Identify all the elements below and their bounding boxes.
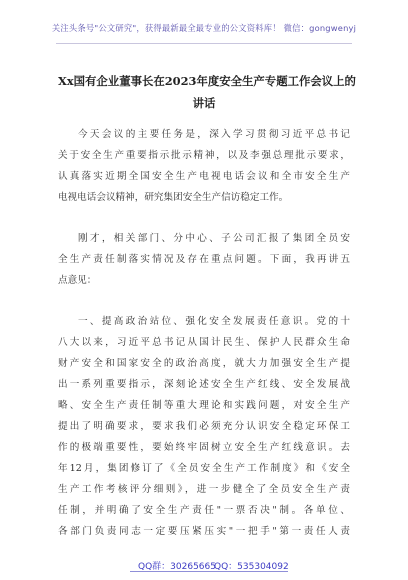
paragraph-1-line-1: 今天会议的主要任务是，深入学习贯彻习近平总书记 (78, 129, 350, 140)
paragraph-3-line-4: 出一系列重要指示，深刻论述安全生产红线、安全发展战 (58, 379, 350, 390)
paragraph-3-line-8: 年12月，集团修订了《全员安全生产工作制度》和《安全 (58, 463, 350, 474)
paragraph-1-line-2: 关于安全生产重要指示批示精神，以及李强总理批示要求， (58, 150, 350, 161)
document-title (58, 70, 356, 114)
paragraph-3-line-6: 提出了明确要求，要求我们必须充分认识安全稳定环保工 (58, 421, 350, 432)
paragraph-3-line-11: 各部门负责同志一定要压紧压实"一把手"第一责任人责 (58, 526, 350, 537)
paragraph-3-line-1: 一、提高政治站位、强化安全发展责任意识。党的十 (78, 316, 350, 327)
header-divider (56, 43, 352, 44)
footer-qq-number: QQ：535304092 (214, 562, 289, 572)
title-line-2: 讲话 (192, 96, 216, 110)
paragraph-2-line-2: 全生产责任制落实情况及存在重点问题。下面，我再讲五 (58, 254, 350, 265)
paragraph-3-line-2: 八大以来，习近平总书记从国计民生、保护人民群众生命 (58, 337, 350, 348)
header-banner: 关注头条号"公文研究"，获得最新最全最专业的公文资料库！ 微信：gongwenyj (51, 23, 357, 33)
paragraph-3-line-10: 任制，并明确了安全生产责任"一票否决"制。各单位、 (58, 505, 350, 516)
paragraph-2-line-1: 刚才，相关部门、分中心、子公司汇报了集团全员安 (78, 233, 350, 244)
paragraph-3-line-3: 财产安全和国家安全的政治高度，就大力加强安全生产提 (58, 358, 350, 369)
footer-underline (130, 571, 288, 572)
footer-qq-group: QQ群：30265665 (138, 562, 216, 572)
paragraph-3-line-9: 生产工作考核评分细则》，进一步健全了全员安全生产责 (58, 484, 350, 495)
title-line-1: Xx国有企业董事长在2023年度安全生产专题工作会议上的 (58, 74, 356, 88)
paragraph-2-line-3: 点意见： (58, 275, 97, 286)
paragraph-1-line-4: 电视电话会议精神，研究集团安全生产信访稳定工作。 (58, 192, 289, 203)
paragraph-3-line-5: 略、安全生产责任制等重大理论和实践问题，对安全生产 (58, 400, 350, 411)
paragraph-3-line-7: 作的极端重要性，要始终牢固树立安全生产红线意识。去 (58, 442, 350, 453)
paragraph-1-line-3: 认真落实近期全国安全生产电视电话会议和全市安全生产 (58, 171, 350, 182)
